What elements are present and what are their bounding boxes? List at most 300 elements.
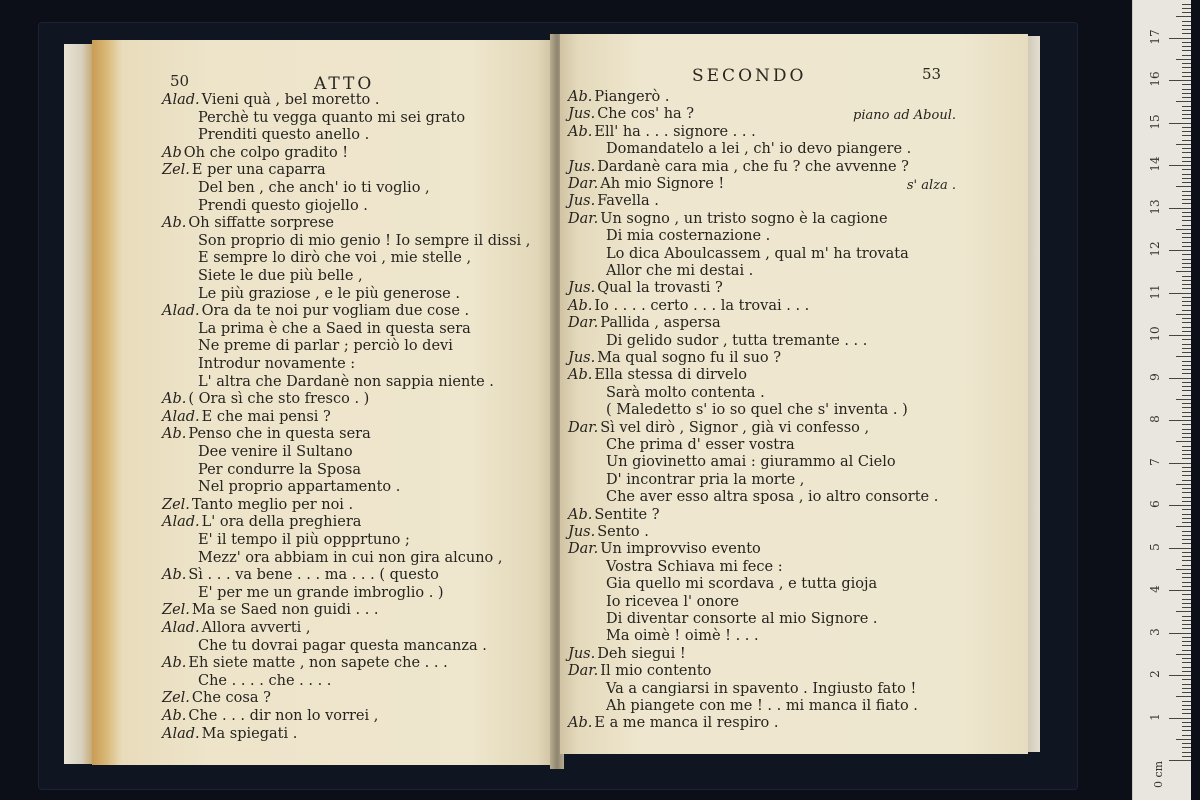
text-line <box>606 559 783 576</box>
speaker-name: Dar. <box>568 663 599 680</box>
ruler-tick <box>1182 327 1191 328</box>
text-line <box>162 655 448 672</box>
ruler-tick <box>1182 671 1191 672</box>
ruler-tick <box>1182 267 1191 268</box>
text-line <box>568 524 649 541</box>
text-line <box>198 268 363 285</box>
text-line <box>198 462 361 479</box>
verse-text: Pallida , aspersa <box>600 315 721 332</box>
text-line <box>198 250 471 267</box>
text-line <box>568 507 659 524</box>
ruler-number: 9 <box>1148 372 1162 381</box>
text-line <box>606 454 896 471</box>
ruler-tick <box>1182 607 1191 608</box>
ruler-tick <box>1182 369 1191 370</box>
ruler-number: 12 <box>1148 241 1162 257</box>
verse-text: Ma qual sogno fu il suo ? <box>597 350 782 366</box>
ruler-tick <box>1182 89 1191 90</box>
ruler-tick <box>1182 603 1191 604</box>
ruler-tick <box>1182 726 1191 727</box>
right-page <box>560 34 1028 754</box>
ruler-tick <box>1176 101 1191 102</box>
speaker-name: Jus. <box>568 158 596 175</box>
text-line <box>162 303 469 320</box>
text-line <box>568 106 694 123</box>
ruler-tick <box>1182 152 1191 153</box>
verse-text: Ah mio Signore ! <box>600 176 725 192</box>
ruler-number: 8 <box>1148 415 1162 423</box>
ruler-number: 13 <box>1148 198 1162 215</box>
ruler-tick <box>1182 390 1191 391</box>
ruler-tick <box>1169 590 1191 591</box>
verse-text: Un sogno , un tristo sogno è la cagione <box>600 210 888 227</box>
ruler-tick <box>1182 127 1191 128</box>
ruler-tick <box>1182 662 1191 663</box>
speaker-name: Ab. <box>162 391 187 408</box>
ruler-tick <box>1182 637 1191 638</box>
text-line <box>606 611 878 628</box>
ruler-tick <box>1182 361 1191 362</box>
text-line <box>198 550 503 567</box>
text-line <box>606 333 867 350</box>
ruler-tick <box>1182 412 1191 413</box>
ruler-tick <box>1182 709 1191 710</box>
speaker-name: Zel. <box>162 162 190 179</box>
verse-text: ( Maledetto s' io so quel che s' inventa . ) <box>606 402 908 419</box>
ruler-tick <box>1182 488 1191 489</box>
ruler-tick <box>1182 72 1191 73</box>
ruler-tick <box>1182 140 1191 141</box>
verse-text: Io . . . . certo . . . la trovai . . . <box>594 297 810 314</box>
verse-text: L' ora della preghiera <box>201 514 362 531</box>
ruler-tick <box>1182 705 1191 706</box>
verse-text: Oh siffatte sorprese <box>188 215 334 232</box>
ruler-tick <box>1182 344 1191 345</box>
speaker-name: Dar. <box>568 210 599 227</box>
text-line <box>568 541 761 558</box>
ruler-tick <box>1182 373 1191 374</box>
ruler-tick <box>1182 403 1191 404</box>
ruler-tick <box>1169 420 1191 421</box>
verse-text: Ora da te noi pur vogliam due cose . <box>201 303 470 320</box>
ruler-tick <box>1182 599 1191 600</box>
text-line <box>162 162 326 179</box>
ruler-tick <box>1182 169 1191 170</box>
ruler-tick <box>1182 50 1191 51</box>
speaker-name: Ab. <box>568 123 593 140</box>
measurement-ruler <box>1132 0 1191 800</box>
ruler-tick <box>1182 594 1191 595</box>
verse-text: Domandatelo a lei , ch' io devo piangere . <box>606 141 912 158</box>
text-line <box>568 211 888 228</box>
ruler-tick <box>1182 242 1191 243</box>
ruler-number: 15 <box>1148 113 1162 130</box>
ruler-tick <box>1182 237 1191 238</box>
ruler-tick <box>1176 271 1191 272</box>
ruler-number: 7 <box>1148 457 1162 466</box>
text-line <box>162 409 331 426</box>
verse-text: Io ricevea l' onore <box>606 593 739 610</box>
ruler-tick <box>1182 259 1191 260</box>
text-line <box>606 263 753 280</box>
text-line <box>162 215 334 232</box>
verse-text: Sentite ? <box>594 506 660 523</box>
verse-text: Che cosa ? <box>191 690 271 707</box>
ruler-tick <box>1182 233 1191 234</box>
verse-text: ( Ora sì che sto fresco . ) <box>188 391 370 408</box>
ruler-tick <box>1182 692 1191 693</box>
verse-text: L' altra che Dardanè non sappia niente . <box>198 373 494 390</box>
text-line <box>568 159 909 176</box>
ruler-tick <box>1182 501 1191 502</box>
ruler-tick <box>1182 624 1191 625</box>
text-line <box>198 127 369 144</box>
speaker-name: Jus. <box>568 524 596 540</box>
text-line <box>198 444 353 461</box>
speaker-name: Alad. <box>162 620 200 636</box>
speaker-name: Dar. <box>568 541 599 558</box>
right-page-header: SECONDO <box>692 66 807 86</box>
ruler-tick <box>1182 620 1191 621</box>
text-line <box>606 472 804 489</box>
ruler-tick <box>1176 611 1191 612</box>
ruler-tick <box>1182 747 1191 748</box>
verse-text: Per condurre la Sposa <box>198 461 362 478</box>
verse-text: Del ben , che anch' io ti voglio , <box>198 180 430 196</box>
verse-text: E a me manca il respiro . <box>594 715 779 732</box>
ruler-tick <box>1182 509 1191 510</box>
verse-text: Eh siete matte , non sapete che . . . <box>188 655 448 672</box>
ruler-tick <box>1176 59 1191 60</box>
ruler-number: 3 <box>1148 627 1162 636</box>
speaker-name: Ab. <box>568 89 593 105</box>
ruler-tick <box>1182 471 1191 472</box>
ruler-number: 17 <box>1148 28 1162 45</box>
verse-text: Che prima d' esser vostra <box>606 437 795 453</box>
text-line <box>568 124 756 141</box>
ruler-tick <box>1182 752 1191 753</box>
ruler-tick <box>1182 310 1191 311</box>
speaker-name: Ab <box>162 144 182 161</box>
ruler-number: 16 <box>1148 71 1162 87</box>
speaker-name: Dar. <box>568 176 599 192</box>
verse-text: D' incontrar pria la morte , <box>606 471 805 488</box>
verse-text: Ah piangete con me ! . . mi manca il fiato . <box>606 698 918 714</box>
speaker-name: Zel. <box>162 690 190 707</box>
text-line <box>568 315 721 332</box>
text-line <box>568 89 670 106</box>
ruler-tick <box>1182 552 1191 553</box>
speaker-name: Jus. <box>568 645 596 662</box>
speaker-name: Ab. <box>162 708 187 724</box>
speaker-name: Zel. <box>162 496 190 513</box>
ruler-tick <box>1182 416 1191 417</box>
speaker-name: Alad. <box>162 303 200 320</box>
text-line <box>198 585 444 602</box>
ruler-tick <box>1182 522 1191 523</box>
ruler-tick <box>1169 760 1191 761</box>
ruler-tick <box>1182 55 1191 56</box>
text-line <box>606 246 909 263</box>
text-line <box>606 594 739 611</box>
ruler-tick <box>1169 123 1191 124</box>
ruler-tick <box>1182 650 1191 651</box>
verse-text: Prenditi questo anello . <box>198 127 370 144</box>
speaker-name: Jus. <box>568 106 596 123</box>
ruler-number: 10 <box>1148 326 1162 342</box>
verse-text: Il mio contento <box>600 663 712 680</box>
verse-text: Vieni quà , bel moretto . <box>201 92 380 108</box>
verse-text: Vostra Schiava mi fece : <box>606 558 783 575</box>
text-line <box>198 356 355 373</box>
ruler-tick <box>1182 322 1191 323</box>
ruler-tick <box>1182 480 1191 481</box>
speaker-name: Dar. <box>568 315 599 332</box>
verse-text: Va a cangiarsi in spavento . Ingiusto fato ! <box>606 680 917 697</box>
text-line <box>198 638 487 655</box>
ruler-tick <box>1182 216 1191 217</box>
speaker-name: Zel. <box>162 602 190 619</box>
ruler-tick <box>1182 12 1191 13</box>
text-line <box>568 298 809 315</box>
ruler-tick <box>1176 484 1191 485</box>
left-page-header: ATTO <box>314 74 375 94</box>
verse-text: Di gelido sudor , tutta tremante . . . <box>606 332 868 349</box>
ruler-tick <box>1176 229 1191 230</box>
ruler-tick <box>1169 633 1191 634</box>
ruler-tick <box>1182 161 1191 162</box>
ruler-tick <box>1182 518 1191 519</box>
ruler-tick <box>1169 463 1191 464</box>
verse-text: Ma oimè ! oimè ! . . . <box>606 628 759 645</box>
ruler-tick <box>1182 93 1191 94</box>
verse-text: Nel proprio appartamento . <box>198 479 401 496</box>
verse-text: Sì vel dirò , Signor , già vi confesso , <box>600 419 870 436</box>
verse-text: Sì . . . va bene . . . ma . . . ( questo <box>188 567 439 584</box>
verse-text: Lo dica Aboulcassem , qual m' ha trovata <box>606 245 909 262</box>
ruler-tick <box>1182 582 1191 583</box>
verse-text: Oh che colpo gradito ! <box>183 144 349 161</box>
ruler-tick <box>1182 688 1191 689</box>
ruler-tick <box>1182 756 1191 757</box>
ruler-tick <box>1182 450 1191 451</box>
verse-text: Allora avverti , <box>201 620 311 636</box>
ruler-tick <box>1182 701 1191 702</box>
text-line <box>198 479 400 496</box>
ruler-tick <box>1182 288 1191 289</box>
ruler-tick <box>1182 475 1191 476</box>
ruler-tick <box>1169 675 1191 676</box>
verse-text: Che . . . dir non lo vorrei , <box>188 708 379 724</box>
page-block-edge-right <box>1026 36 1040 752</box>
ruler-tick <box>1182 157 1191 158</box>
ruler-tick <box>1182 429 1191 430</box>
ruler-tick <box>1182 131 1191 132</box>
text-line <box>198 374 494 391</box>
ruler-tick <box>1182 730 1191 731</box>
speaker-name: Jus. <box>568 193 596 210</box>
verse-text: Ma spiegati . <box>201 725 298 742</box>
ruler-tick <box>1182 263 1191 264</box>
speaker-name: Ab. <box>568 715 593 732</box>
ruler-tick <box>1182 199 1191 200</box>
text-line <box>568 193 659 210</box>
verse-text: Deh siegui ! <box>597 645 686 662</box>
speaker-name: Ab. <box>162 215 187 232</box>
text-line <box>162 92 379 109</box>
speaker-name: Dar. <box>568 419 599 436</box>
ruler-tick <box>1182 497 1191 498</box>
ruler-tick <box>1182 212 1191 213</box>
left-page-number: 50 <box>170 72 190 90</box>
text-line <box>568 367 747 384</box>
ruler-tick <box>1176 16 1191 17</box>
text-line <box>198 286 460 303</box>
ruler-tick <box>1182 21 1191 22</box>
speaker-name: Alad. <box>162 408 200 425</box>
ruler-tick <box>1182 8 1191 9</box>
text-line <box>162 391 369 408</box>
ruler-tick <box>1182 318 1191 319</box>
ruler-tick <box>1182 4 1191 5</box>
verse-text: Ma se Saed non guidi . . . <box>191 602 379 619</box>
text-line <box>568 646 686 663</box>
ruler-tick <box>1182 539 1191 540</box>
text-line <box>162 426 371 443</box>
text-line <box>568 715 779 732</box>
ruler-tick <box>1182 182 1191 183</box>
text-line <box>162 690 271 707</box>
verse-text: Che cos' ha ? <box>597 106 695 123</box>
ruler-tick <box>1182 573 1191 574</box>
right-page-number: 53 <box>922 65 942 83</box>
verse-text: Son proprio di mio genio ! Io sempre il dissi , <box>198 232 531 249</box>
ruler-tick <box>1182 284 1191 285</box>
text-line <box>162 602 379 619</box>
speaker-name: Jus. <box>568 350 596 366</box>
text-line <box>568 350 781 367</box>
ruler-tick <box>1182 348 1191 349</box>
ruler-tick <box>1182 118 1191 119</box>
speaker-name: Alad. <box>162 725 200 742</box>
speaker-name: Alad. <box>162 514 200 531</box>
ruler-tick <box>1182 203 1191 204</box>
verse-text: Piangerò . <box>594 89 670 105</box>
text-line <box>606 576 877 593</box>
ruler-tick <box>1169 335 1191 336</box>
verse-text: Perchè tu vegga quanto mi sei grato <box>198 109 466 126</box>
text-line <box>606 437 795 454</box>
text-line <box>198 338 453 355</box>
ruler-tick <box>1182 25 1191 26</box>
ruler-tick <box>1182 280 1191 281</box>
ruler-tick <box>1182 365 1191 366</box>
verse-text: Allor che mi destai . <box>606 263 754 279</box>
text-line <box>198 532 410 549</box>
text-line <box>568 420 869 437</box>
ruler-tick <box>1169 38 1191 39</box>
ruler-tick <box>1182 42 1191 43</box>
ruler-number: 4 <box>1148 585 1162 593</box>
ruler-number: 6 <box>1148 500 1162 508</box>
ruler-tick <box>1182 297 1191 298</box>
ruler-tick <box>1182 684 1191 685</box>
ruler-number: 11 <box>1148 283 1162 300</box>
ruler-tick <box>1182 424 1191 425</box>
ruler-tick <box>1182 565 1191 566</box>
ruler-tick <box>1182 110 1191 111</box>
ruler-tick <box>1182 67 1191 68</box>
ruler-tick <box>1182 195 1191 196</box>
ruler-tick <box>1182 148 1191 149</box>
verse-text: La prima è che a Saed in questa sera <box>198 320 471 337</box>
text-line <box>606 628 759 645</box>
speaker-name: Alad. <box>162 92 200 108</box>
text-line <box>162 514 361 531</box>
ruler-tick <box>1169 505 1191 506</box>
ruler-tick <box>1176 526 1191 527</box>
ruler-tick <box>1182 735 1191 736</box>
verse-text: E che mai pensi ? <box>201 408 331 425</box>
ruler-tick <box>1169 718 1191 719</box>
ruler-tick <box>1182 535 1191 536</box>
ruler-tick <box>1182 556 1191 557</box>
stage-direction: piano ad Aboul. <box>853 108 956 124</box>
ruler-number: 14 <box>1148 156 1162 172</box>
speaker-name: Ab. <box>162 426 187 443</box>
verse-text: E' per me un grande imbroglio . ) <box>198 584 444 601</box>
page-block-edge-left <box>64 44 94 764</box>
verse-text: Tanto meglio per noi . <box>191 496 354 513</box>
verse-text: Qual la trovasti ? <box>597 280 723 297</box>
ruler-tick <box>1182 446 1191 447</box>
ruler-tick <box>1182 454 1191 455</box>
verse-text: E' il tempo il più oppprtuno ; <box>198 532 410 548</box>
ruler-tick <box>1182 641 1191 642</box>
verse-text: Dardanè cara mia , che fu ? che avvenne ? <box>597 158 909 175</box>
ruler-tick <box>1169 378 1191 379</box>
ruler-tick <box>1182 628 1191 629</box>
ruler-tick <box>1176 314 1191 315</box>
text-line <box>162 567 439 584</box>
verse-text: Introdur novamente : <box>198 356 356 372</box>
verse-text: Penso che in questa sera <box>188 426 371 443</box>
text-line <box>162 620 311 637</box>
ruler-tick <box>1182 174 1191 175</box>
text-line <box>606 141 911 158</box>
ruler-tick <box>1182 301 1191 302</box>
verse-text: Mezz' ora abbiam in cui non gira alcuno , <box>198 549 503 566</box>
ruler-tick <box>1176 696 1191 697</box>
text-line <box>162 726 297 743</box>
ruler-tick <box>1182 407 1191 408</box>
ruler-tick <box>1182 254 1191 255</box>
ruler-tick <box>1169 548 1191 549</box>
verse-text: Che aver esso altra sposa , io altro consorte . <box>606 489 939 506</box>
ruler-tick <box>1182 352 1191 353</box>
verse-text: Ell' ha . . . signore . . . <box>594 123 756 140</box>
ruler-tick <box>1182 658 1191 659</box>
verse-text: Un improvviso evento <box>600 541 761 558</box>
ruler-number: 2 <box>1148 670 1162 678</box>
text-line <box>606 385 765 402</box>
speaker-name: Jus. <box>568 280 596 297</box>
ruler-tick <box>1182 586 1191 587</box>
text-line <box>568 280 723 297</box>
verse-text: Un giovinetto amai : giurammo al Cielo <box>606 454 896 471</box>
text-line <box>606 228 770 245</box>
text-line <box>198 673 331 690</box>
